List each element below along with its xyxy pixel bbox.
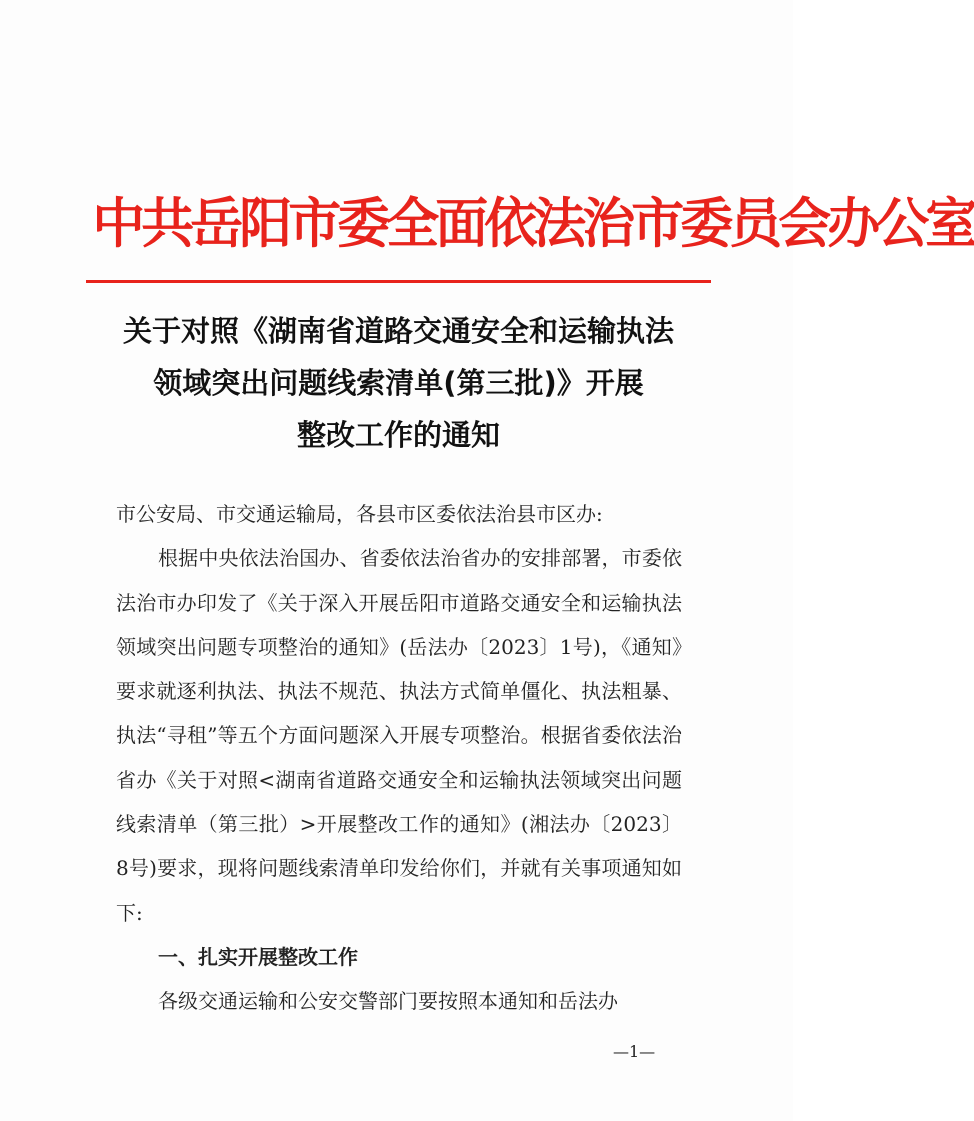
- document-title: [86, 305, 711, 461]
- letterhead-org-name: 中共岳阳市委全面依法治市委员会办公室: [92, 192, 974, 255]
- body-paragraph-2: 各级交通运输和公安交警部门要按照本通知和岳法办: [158, 989, 618, 1014]
- title-line-3: 整改工作的通知: [296, 418, 500, 452]
- page-number: —1—: [613, 1042, 656, 1061]
- letterhead-red-rule: [86, 280, 711, 283]
- title-line-1: 关于对照《湖南省道路交通安全和运输执法: [122, 314, 674, 348]
- document-body: [116, 492, 682, 1024]
- section-heading-1: 一、扎实开展整改工作: [158, 944, 358, 969]
- salutation: 市公安局、市交通运输局，各县市区委依法治县市区办:: [116, 502, 603, 526]
- body-paragraph-1: 根据中央依法治国办、省委依法治省办的安排部署，市委依法治市办印发了《关于深入开展岳阳市道路交通安全和运输执法领域突出问题专项整治的通知》(岳法办〔2023〕1号)，《通知》要求就逐利执法、执法不规范、执法方式简单僵化、执法粗暴、执法“寻租”等五个方面问题深入开展专项整治。根据省委依法治省办《关于对照<湖南省道路交通安全和运输执法领域突出问题线索清单（第三批）>开展整改工作的通知》(湘法办〔2023〕8号)要求，现将问题线索清单印发给你们，并就有关事项通知如下:: [116, 546, 682, 925]
- title-line-2: 领域突出问题线索清单(第三批)》开展: [153, 366, 644, 400]
